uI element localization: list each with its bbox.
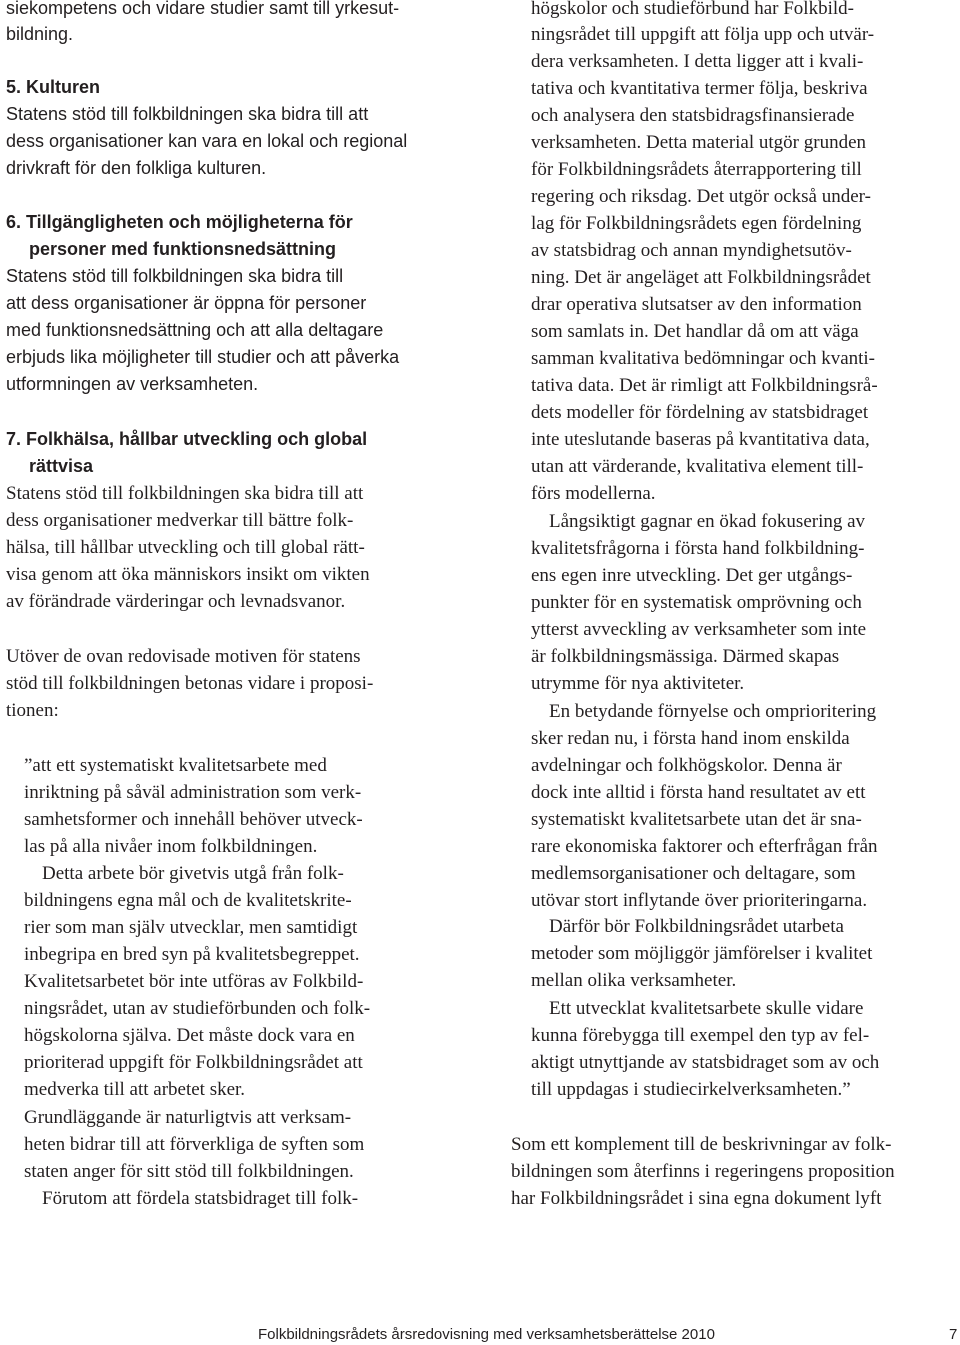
left-column-text-line: Statens stöd till folkbildningen ska bidra till att [6, 104, 369, 124]
left-column-text-line: stöd till folkbildningen betonas vidare i proposi- [6, 673, 374, 694]
left-column-heading-line: 7. Folkhälsa, hållbar utveckling och global [6, 429, 368, 449]
left-column-text-line: rier som man själv utvecklar, men samtidigt [24, 917, 358, 938]
right-column-text-line: för Folkbildningsrådets återrapportering till [531, 159, 862, 180]
left-column-text-line: högskolorna själva. Det måste dock vara en [24, 1025, 355, 1046]
left-column-text-line: medverka till att arbetet sker. [24, 1079, 246, 1100]
right-column-text-line: tativa data. Det är rimligt att Folkbildningsrå- [531, 375, 878, 396]
right-column-text-line: ytterst avveckling av verksamheter som inte [531, 619, 867, 640]
left-column-text-line: bildning. [6, 24, 74, 44]
right-column-text-line: till uppdagas i studiecirkelverksamheten.” [531, 1079, 851, 1100]
right-column-text-line: En betydande förnyelse och omprioritering [549, 701, 877, 722]
right-column-text-line: ning. Det är angeläget att Folkbildningsrådet [531, 267, 871, 288]
right-column-text-line: lag för Folkbildningsrådets egen fördelning [531, 213, 862, 234]
right-column-text-line: bildningen som återfinns i regeringens proposition [511, 1161, 895, 1182]
left-column-text-line: tionen: [6, 700, 59, 721]
right-column-text-line: punkter för en systematisk omprövning och [531, 592, 862, 613]
left-column-text-line: inriktning på såväl administration som verk- [24, 782, 362, 803]
right-column-text-line: drar operativa slutsatser av den information [531, 294, 862, 315]
right-column-text-line: Långsiktigt gagnar en ökad fokusering av [549, 511, 866, 532]
left-column-text-line: Statens stöd till folkbildningen ska bidra till [6, 266, 344, 286]
right-column-text-line: som samlats in. Det handlar då om att väga [531, 321, 859, 342]
right-column-text-line: dets modeller för fördelning av statsbidraget [531, 402, 869, 423]
right-column-text-line: ningsrådet till uppgift att följa upp och utvär- [531, 24, 875, 45]
left-column-text-line: ningsrådet, utan av studieförbunden och folk- [24, 998, 371, 1019]
left-column-heading-line: 6. Tillgängligheten och möjligheterna för [6, 212, 353, 232]
right-column-text-line: utrymme för nya aktiviteter. [531, 673, 745, 694]
left-column-text-line: ”att ett systematiskt kvalitetsarbete med [24, 755, 327, 776]
right-column-text-line: dock inte alltid i första hand resultatet av ett [531, 782, 866, 803]
right-column-text-line: samman kvalitativa bedömningar och kvanti- [531, 348, 876, 369]
right-column-text-line: avdelningar och folkhögskolor. Denna är [531, 755, 842, 776]
left-column-text-line: dess organisationer medverkar till bättre folk- [6, 510, 354, 531]
left-column-text-line: erbjuds lika möjligheter till studier och att påverka [6, 347, 400, 367]
right-column-text-line: av statsbidrag och annan myndighetsutöv- [531, 240, 852, 261]
right-column-text-line: systematiskt kvalitetsarbete utan det är sna- [531, 809, 862, 830]
right-column-text-line: tativa och kvantitativa termer följa, beskriva [531, 78, 868, 99]
left-column-text-line: prioriterad uppgift för Folkbildningsrådet att [24, 1052, 363, 1073]
left-column-text-line: heten bidrar till att förverkliga de syften som [24, 1134, 365, 1155]
right-column-text-line: kvalitetsfrågorna i första hand folkbildning- [531, 538, 865, 559]
right-column-text-line: och analysera den statsbidragsfinansierade [531, 105, 855, 126]
right-column-text-line: mellan olika verksamheter. [531, 970, 737, 991]
right-column-text-line: Därför bör Folkbildningsrådet utarbeta [549, 916, 844, 937]
right-column-text-line: regering och riksdag. Det utgör också under- [531, 186, 871, 207]
left-column-text-line: Förutom att fördela statsbidraget till folk- [42, 1188, 359, 1209]
right-column-text-line: kunna förebygga till exempel den typ av fel- [531, 1025, 870, 1046]
left-column-text-line: utformningen av verksamheten. [6, 374, 259, 394]
right-column-text-line: rare ekonomiska faktorer och efterfrågan från [531, 836, 878, 857]
right-column-text-line: utan att värderande, kvalitativa element till- [531, 456, 864, 477]
left-column-heading-line: rättvisa [29, 456, 94, 476]
left-column-text-line: att dess organisationer är öppna för personer [6, 293, 367, 313]
left-column-text-line: bildningens egna mål och de kvalitetskrite- [24, 890, 352, 911]
left-column-text-line: hälsa, till hållbar utveckling och till global rätt- [6, 537, 365, 558]
right-column-text-line: Som ett komplement till de beskrivningar av folk- [511, 1134, 892, 1155]
right-column-text-line: Ett utvecklat kvalitetsarbete skulle vidare [549, 998, 864, 1019]
page-number: 7 [949, 1326, 958, 1343]
left-column-text-line: dess organisationer kan vara en lokal och regional [6, 131, 408, 151]
left-column-text-line: siekompetens och vidare studier samt till yrkesut- [6, 0, 400, 18]
right-column-text-line: verksamheten. Detta material utgör grunden [531, 132, 867, 153]
right-column-text-line: utövar stort inflytande över prioriteringarna. [531, 890, 868, 911]
left-column-text-line: Statens stöd till folkbildningen ska bidra till att [6, 483, 364, 504]
left-column-text-line: samhetsformer och innehåll behöver utveck- [24, 809, 363, 830]
left-column-text-line: visa genom att öka människors insikt om vikten [6, 564, 370, 585]
right-column-text-line: aktigt utnyttjande av statsbidraget som av och [531, 1052, 880, 1073]
right-column-text-line: ens egen inre utveckling. Det ger utgångs- [531, 565, 853, 586]
left-column-text-line: med funktionsnedsättning och att alla deltagare [6, 320, 384, 340]
left-column-text-line: staten anger för sitt stöd till folkbildningen. [24, 1161, 354, 1182]
right-column-text-line: har Folkbildningsrådet i sina egna dokument lyft [511, 1188, 882, 1209]
right-column-text-line: förs modellerna. [531, 483, 656, 504]
left-column-text-line: Grundläggande är naturligtvis att verksam- [24, 1107, 352, 1128]
left-column-text-line: inbegripa en bred syn på kvalitetsbegreppet. [24, 944, 360, 965]
right-column-text-line: dera verksamheten. I detta ligger att i kvali- [531, 51, 864, 72]
left-column-heading-line: personer med funktionsnedsättning [29, 239, 337, 259]
right-column-text-line: medlemsorganisationer och deltagare, som [531, 863, 856, 884]
left-column-text-line: Kvalitetsarbetet bör inte utföras av Folkbild- [24, 971, 364, 992]
footer-title: Folkbildningsrådets årsredovisning med verksamhetsberättelse 2010 [258, 1326, 715, 1343]
right-column-text-line: inte uteslutande baseras på kvantitativa data, [531, 429, 870, 450]
right-column-text-line: metoder som möjliggör jämförelser i kvalitet [531, 943, 873, 964]
right-column-text-line: är folkbildningsmässiga. Därmed skapas [531, 646, 840, 667]
left-column-text-line: las på alla nivåer inom folkbildningen. [24, 836, 318, 857]
left-column-text-line: Detta arbete bör givetvis utgå från folk- [42, 863, 344, 884]
left-column-text-line: av förändrade värderingar och levnadsvanor. [6, 591, 346, 612]
right-column-text-line: högskolor och studieförbund har Folkbild- [531, 0, 854, 19]
left-column-text-line: Utöver de ovan redovisade motiven för statens [6, 646, 361, 667]
left-column-heading-line: 5. Kulturen [6, 77, 101, 97]
right-column-text-line: sker redan nu, i första hand inom enskilda [531, 728, 850, 749]
left-column-text-line: drivkraft för den folkliga kulturen. [6, 158, 267, 178]
